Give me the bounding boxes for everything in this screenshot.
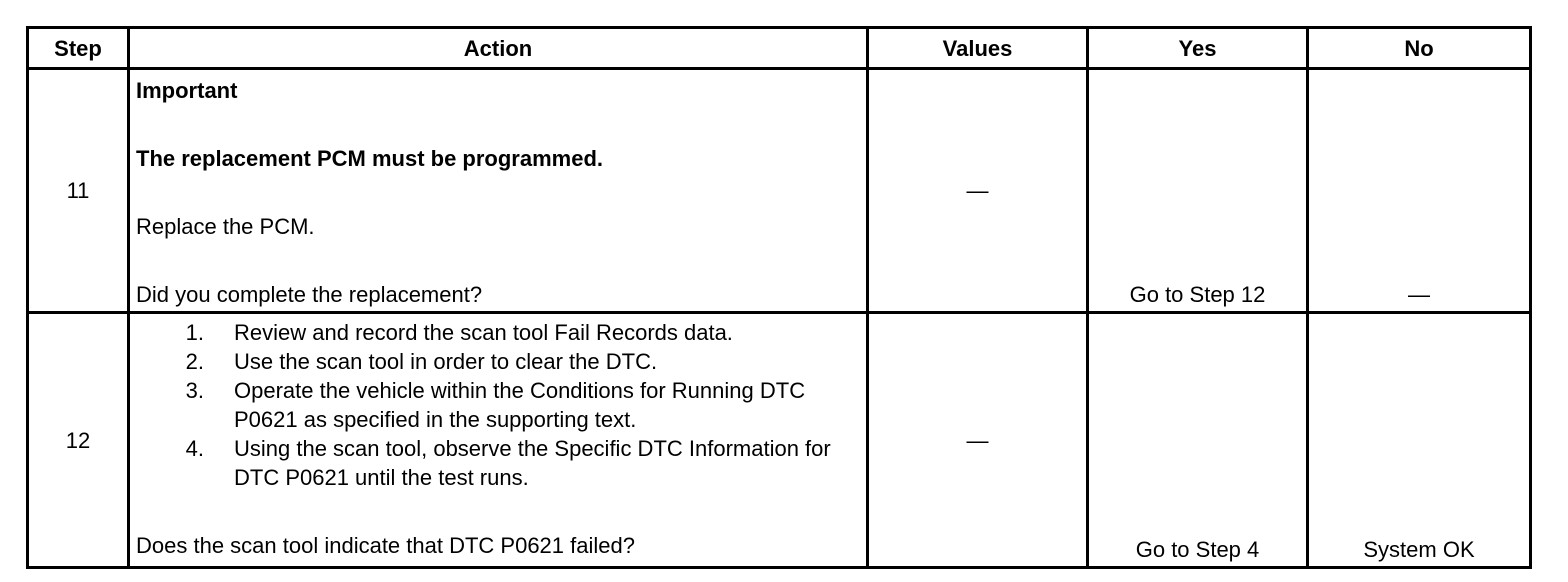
important-label: Important xyxy=(136,78,238,103)
values-dash: — xyxy=(966,427,989,453)
question-text: Does the scan tool indicate that DTC P0621 failed? xyxy=(136,533,635,558)
no-cell xyxy=(1308,69,1531,313)
no-cell xyxy=(1308,313,1531,568)
header-row xyxy=(28,28,1531,69)
list-item-number: 2. xyxy=(185,349,204,374)
list-item-text: Review and record the scan tool Fail Records data. xyxy=(234,320,733,345)
header-values: Values xyxy=(868,28,1088,69)
step-number: 12 xyxy=(28,313,129,568)
list-item-number: 3. xyxy=(185,378,204,403)
diagnostic-table xyxy=(26,26,1532,569)
header-no: No xyxy=(1308,28,1531,69)
table-row-step-11 xyxy=(28,69,1531,313)
list-item-text: Operate the vehicle within the Conditions for Running DTC P0621 as specified in the supporting text. xyxy=(234,378,806,432)
yes-action: Go to Step 4 xyxy=(1135,537,1260,562)
procedure-list xyxy=(136,318,858,492)
table-row-step-12 xyxy=(28,313,1531,568)
no-action: System OK xyxy=(1363,537,1475,562)
header-action: Action xyxy=(129,28,868,69)
list-item xyxy=(136,318,858,347)
values-cell xyxy=(868,69,1088,313)
list-item xyxy=(136,376,858,434)
list-item-text: Use the scan tool in order to clear the DTC. xyxy=(234,349,658,374)
yes-cell xyxy=(1088,313,1308,568)
list-item-number: 1. xyxy=(185,320,204,345)
yes-cell xyxy=(1088,69,1308,313)
action-cell xyxy=(129,69,868,313)
action-cell xyxy=(129,313,868,568)
yes-action: Go to Step 12 xyxy=(1129,282,1266,307)
instruction-text: Replace the PCM. xyxy=(136,214,315,239)
values-cell xyxy=(868,313,1088,568)
list-item-number: 4. xyxy=(185,436,204,461)
header-yes: Yes xyxy=(1088,28,1308,69)
values-dash: — xyxy=(966,178,989,203)
header-step: Step xyxy=(28,28,129,69)
no-action: — xyxy=(1408,282,1430,307)
list-item xyxy=(136,347,858,376)
warning-text: The replacement PCM must be programmed. xyxy=(136,146,603,171)
question-text: Did you complete the replacement? xyxy=(136,282,483,307)
list-item-text: Using the scan tool, observe the Specific DTC Information for DTC P0621 until the test runs. xyxy=(234,436,831,490)
step-number: 11 xyxy=(28,69,129,313)
list-item xyxy=(136,434,858,492)
